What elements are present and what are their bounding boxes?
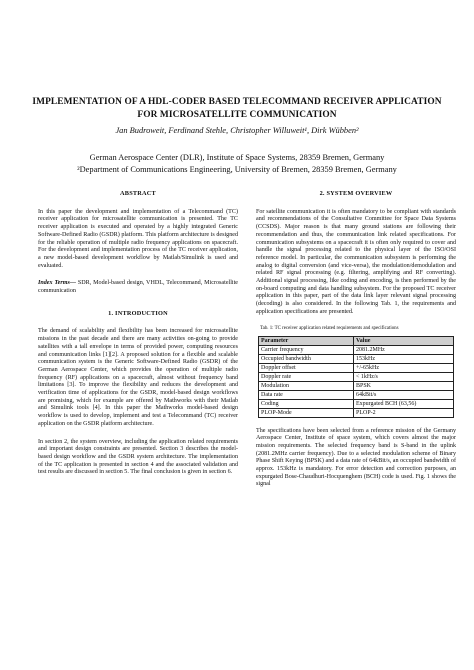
index-terms-text: SDR, Model-based design, VHDL, Telecommand, Microsatellite communication (38, 280, 238, 295)
introduction-paragraph-1: The demand of scalability and flexibility has been increased for microsatellite missions in the past decade and there are many activities on-going to provide satellites with a tall envelope in terms of provided power, computing resources and communication links [1][2]. A proposed solution for a flexible and scalable communication system is the Generic Software-Defined Radio (GSDR) of the German Aerospace Center, which provides the operation of multiple radio frequency (RF) applications on a spacecraft, almost without frequency band limitations [3]. To improve the flexibility and reduces the development and verification time of applications for the GSDR, model-based design workflows are promising, which for example are offered by Mathworks with their Matlab and Simulink tools [4]. In this paper the Mathworks model-based design workflow is used to develop, implement and test a Telecommand (TC) receiver application on the GSDR platform architecture. (38, 328, 238, 427)
table-row (259, 399, 454, 408)
table-row (259, 408, 454, 417)
index-terms (38, 280, 238, 295)
abstract-heading: ABSTRACT (120, 190, 156, 197)
table-cell-value: BPSK (354, 381, 454, 390)
affiliations (20, 152, 454, 176)
table-header-parameter: Parameter (259, 336, 354, 345)
index-terms-label: Index Terms— (38, 280, 76, 287)
introduction-paragraph-2: In section 2, the system overview, including the application related requirements and important design constraints are presented. Section 3 describes the model-based design workflow and the GSDR system architecture. The implementation of the TC application is presented in section 4 and the associated validation and test results are discussed in section 5. The final conclusion is given in section 6. (38, 438, 238, 476)
table-cell-parameter: Carrier frequency (259, 345, 354, 354)
right-column (256, 190, 456, 489)
table-row (259, 345, 454, 354)
requirements-table (258, 336, 454, 418)
affiliation-dlr: German Aerospace Center (DLR), Institute of Space Systems, 28359 Bremen, Germany (89, 153, 385, 162)
table-cell-parameter: PLOP-Mode (259, 408, 354, 417)
table-row (259, 354, 454, 363)
table-cell-value: 2081.2MHz (354, 345, 454, 354)
table-cell-value: Expurgated BCH (63,56) (354, 399, 454, 408)
table-cell-parameter: Coding (259, 399, 354, 408)
author-list: Jan Budroweit, Ferdinand Stehle, Christopher Willuweit¹, Dirk Wübben² (115, 126, 359, 135)
table-cell-parameter: Doppler rate (259, 372, 354, 381)
table-cell-parameter: Doppler offset (259, 363, 354, 372)
table-row (259, 372, 454, 381)
table-cell-parameter: Data rate (259, 390, 354, 399)
table-row (259, 363, 454, 372)
system-overview-paragraph-1: For satellite communication it is often mandatory to be compliant with standards and recommendations of the Consultative Committee for Space Data Systems (CCSDS). Major reason is that many ground stations are following their recommendation and thus, the communication link related specifications. For communication subsystems on a spacecraft it is often only required to cover and handle the signal processing related to the physical layer of the ISO/OSI reference model. In particular, the communication subsystem is performing the analog to digital conversion (and vice-versa), the modulation/demodulation and related RF signal processing (e.g. filtering, amplifying and RF converting). Additional signal processing, like coding and encoding, is then performed by the on-board computing and data handling subsystem. For the proposed TC receiver application in this paper, part of the data link layer relevant signal processing (decoding) is also considered. In the following Tab. 1, the requirements and application specifications are presented. (256, 208, 456, 315)
table-cell-value: PLOP-2 (354, 408, 454, 417)
table-cell-parameter: Occupied bandwidth (259, 354, 354, 363)
abstract-text: In this paper the development and implementation of a Telecommand (TC) receiver application for microsatellite communication is presented. The TC receiver application is executed and operated by a highly integrated Generic Software-Defined Radio (GSDR) platform. This platform architecture is designed for the reliable operation of multiple radio frequency applications on spacecraft. For the development and implementation process of the TC receiver application, a new model-based development workflow by Matlab/Simulink is used and evaluated. (38, 208, 238, 269)
table-cell-value: < 1kHz/s (354, 372, 454, 381)
system-overview-heading: 2. SYSTEM OVERVIEW (319, 190, 393, 197)
table-row (259, 390, 454, 399)
table-header-row (259, 336, 454, 345)
table-row (259, 381, 454, 390)
table-cell-value: +/-65kHz (354, 363, 454, 372)
paper-title: IMPLEMENTATION OF A HDL-CODER BASED TELECOMMAND RECEIVER APPLICATION FOR MICROSATELLITE COMMUNICATION (32, 97, 442, 120)
table-cell-value: 153kHz (354, 354, 454, 363)
table-caption: Tab. 1: TC receiver application related requirements and specifications (260, 325, 399, 331)
introduction-heading: 1. INTRODUCTION (108, 309, 168, 317)
table-cell-value: 64kBit/s (354, 390, 454, 399)
system-overview-paragraph-2: The specifications have been selected from a reference mission of the Germany Aerospace Center, Institute of space system, which covers almost the major mission requirements. The selected frequency band is S-band in the uplink (2081.2MHz carrier frequency). Due to a selected modulation scheme of Binary Phase Shift Keying (BPSK) and a data rate of 64kBit/s, an occupied bandwidth of approx. 153kHz is mandatory. For error detection and correction purposes, an expurgated Bose-Chaudhuri-Hocquenghem (BCH) code is used. Fig. 1 shows the signal (256, 427, 456, 488)
affiliation-bremen: ²Department of Communications Engineering, University of Bremen, 28359 Bremen, Germany (77, 165, 397, 174)
left-column (38, 190, 238, 477)
table-header-value: Value (354, 336, 454, 345)
table-cell-parameter: Modulation (259, 381, 354, 390)
